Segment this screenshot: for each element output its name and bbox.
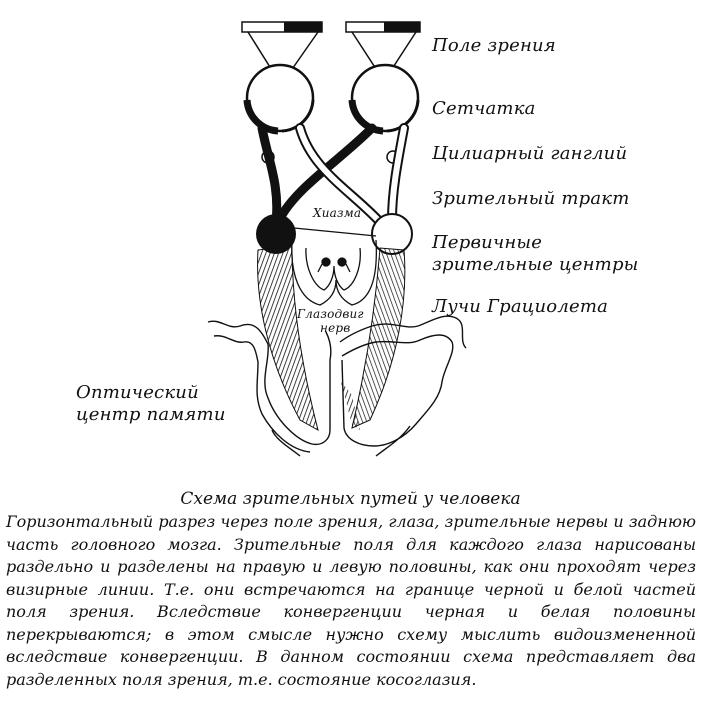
label-ciliary-ganglion: Цилиарный ганглий bbox=[432, 143, 628, 164]
label-optic-tract: Зрительный тракт bbox=[432, 188, 630, 209]
label-memory-center-line2: центр памяти bbox=[76, 404, 226, 425]
midbrain-outline bbox=[292, 240, 377, 305]
caption-title: Схема зрительных путей у человека bbox=[180, 489, 521, 509]
left-field-of-view bbox=[242, 22, 322, 32]
right-primary-visual-center bbox=[372, 214, 412, 254]
label-oculomotor-line2: нерв bbox=[320, 321, 351, 335]
label-primary-centers-line1: Первичные bbox=[432, 232, 543, 253]
label-gratiolet-rays: Лучи Грациолета bbox=[432, 296, 609, 317]
caption-body: Горизонтальный разрез через поле зрения, глаза, зрительные нервы и заднюю часть головного мозга. Зрительные поля для каждого глаза нарисованы раздельно и разделены на правую и левую половины, как они проходят через визирные линии. Т.е. они встречаются на границе черной и белой частей поля зрения. Вследствие конвергенции черная и белая половины перекрываются; в этом смысле нужно схему мыслить видоизмененной вследствие конвергенции. В данном состоянии схема представляет два разделенных поля зрения, т.е. состояние косоглазия. bbox=[6, 512, 696, 689]
occipital-cortex bbox=[208, 316, 466, 456]
label-oculomotor-line1: Глазодвиг bbox=[297, 307, 364, 321]
right-field-of-view bbox=[346, 22, 420, 32]
label-field-of-view: Поле зрения bbox=[432, 35, 556, 56]
label-retina: Сетчатка bbox=[432, 98, 536, 119]
label-memory-center-line1: Оптический bbox=[76, 382, 199, 403]
left-gratiolet-rays bbox=[258, 245, 318, 430]
left-eye bbox=[247, 65, 313, 131]
right-eye bbox=[352, 65, 418, 131]
center-connection bbox=[294, 228, 376, 236]
right-gratiolet-rays bbox=[352, 248, 405, 428]
label-primary-centers-line2: зрительные центры bbox=[432, 254, 639, 275]
label-chiasm: Хиазма bbox=[313, 206, 362, 220]
